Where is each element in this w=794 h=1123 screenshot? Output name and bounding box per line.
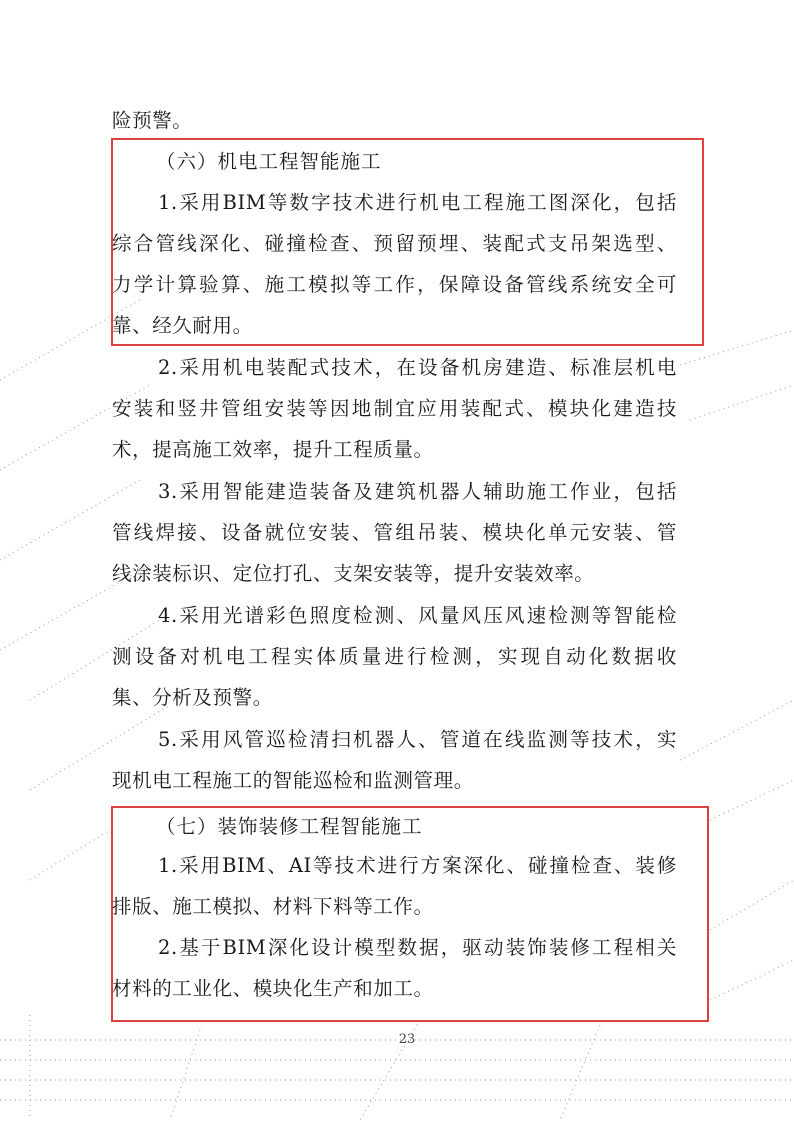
page-number: 23 [398, 1032, 416, 1047]
s6-item5-line2: 现机电工程施工的智能巡检和监测管理。 [112, 769, 474, 792]
s7-item2-line1: 2.基于BIM深化设计模型数据，驱动装饰装修工程相关 [158, 936, 677, 959]
s6-item2-line1: 2.采用机电装配式技术，在设备机房建造、标准层机电 [158, 356, 677, 379]
s6-item2-line3: 术，提高施工效率，提升工程质量。 [112, 438, 434, 461]
s7-item1-line2: 排版、施工模拟、材料下料等工作。 [112, 895, 434, 918]
s6-item4-line3: 集、分析及预警。 [112, 686, 273, 709]
s6-item3-line1: 3.采用智能建造装备及建筑机器人辅助施工作业，包括 [158, 480, 677, 503]
s6-item1-line3: 力学计算验算、施工模拟等工作，保障设备管线系统安全可 [112, 273, 677, 296]
paragraph-tail: 险预警。 [112, 109, 193, 132]
s6-item3-line2: 管线焊接、设备就位安装、管组吊装、模块化单元安装、管 [112, 521, 677, 544]
s6-item1-line4: 靠、经久耐用。 [112, 314, 253, 337]
s6-item1-line2: 综合管线深化、碰撞检查、预留预埋、装配式支吊架选型、 [112, 232, 677, 255]
section-7-title: （七）装饰装修工程智能施工 [156, 815, 423, 838]
section-6-title: （六）机电工程智能施工 [156, 150, 382, 173]
s7-item2-line2: 材料的工业化、模块化生产和加工。 [112, 977, 434, 1000]
s6-item5-line1: 5.采用风管巡检清扫机器人、管道在线监测等技术，实 [158, 728, 677, 751]
s6-item4-line1: 4.采用光谱彩色照度检测、风量风压风速检测等智能检 [158, 604, 677, 627]
s6-item1-line1: 1.采用BIM等数字技术进行机电工程施工图深化，包括 [158, 191, 677, 214]
s7-item1-line1: 1.采用BIM、AI等技术进行方案深化、碰撞检查、装修 [158, 854, 677, 877]
s6-item4-line2: 测设备对机电工程实体质量进行检测，实现自动化数据收 [112, 645, 677, 668]
s6-item3-line3: 线涂装标识、定位打孔、支架安装等，提升安装效率。 [112, 562, 595, 585]
s6-item2-line2: 安装和竖井管组安装等因地制宜应用装配式、模块化建造技 [112, 397, 677, 420]
